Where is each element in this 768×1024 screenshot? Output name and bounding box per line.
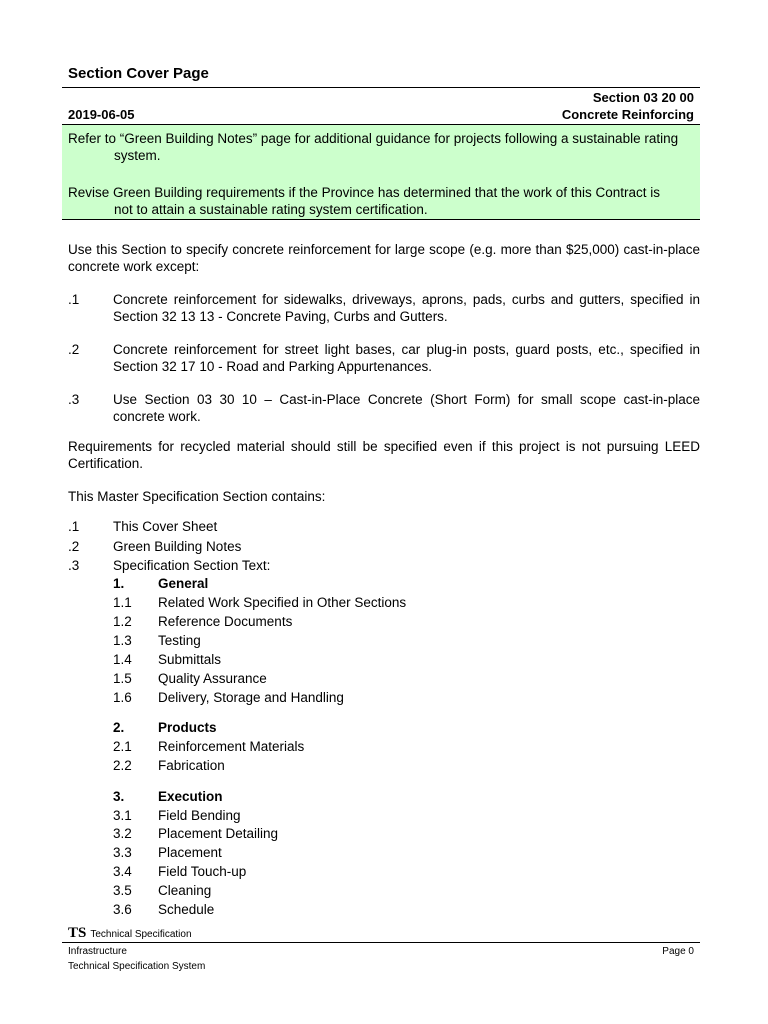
green-note-2-line2: not to attain a sustainable rating system certification.: [114, 202, 428, 217]
toc-part-2-number: 2.: [113, 720, 125, 735]
toc-part-1-title: General: [158, 576, 209, 591]
toc-3-3-number: 3.3: [113, 845, 132, 860]
intro-paragraph: Use this Section to specify concrete reinforcement for large scope (e.g. more than $25,000) cast-in-place concrete work except:: [68, 242, 700, 274]
toc-1-3-title: Testing: [158, 633, 201, 648]
exception-2-number: .2: [68, 342, 80, 357]
note-box-rule: [62, 219, 700, 220]
toc-1-4-title: Submittals: [158, 652, 222, 667]
contains-label: This Master Specification Section contains:: [68, 489, 326, 504]
toc-1-5-title: Quality Assurance: [158, 671, 267, 686]
toc-3-6-number: 3.6: [113, 902, 132, 917]
toc-3-3-title: Placement: [158, 845, 222, 860]
ts-logo-text: TS: [68, 925, 87, 941]
green-note-1: [68, 130, 698, 164]
footer-line-2: Technical Specification System: [68, 961, 206, 972]
green-note-1-line2: system.: [114, 148, 161, 163]
contents-3-number: .3: [68, 558, 80, 573]
toc-1-6-title: Delivery, Storage and Handling: [158, 690, 344, 705]
page-number: Page 0: [662, 946, 694, 957]
exception-1-text: Concrete reinforcement for sidewalks, driveways, aprons, pads, curbs and gutters, specified in Section 32 13 13 - Concrete Paving, Curbs and Gutters.: [113, 292, 700, 324]
footer-ts-logo: [68, 925, 192, 942]
recycled-paragraph: Requirements for recycled material should still be specified even if this project is not pursuing LEED Certification.: [68, 439, 700, 471]
section-number: Section 03 20 00: [592, 90, 694, 105]
toc-3-6-title: Schedule: [158, 902, 215, 917]
green-note-1-line1: Refer to “Green Building Notes” page for additional guidance for projects following a sustainable rating: [68, 131, 679, 146]
contents-2-text: Green Building Notes: [113, 539, 242, 554]
toc-1-3-number: 1.3: [113, 633, 132, 648]
footer-rule: [62, 942, 700, 943]
toc-2-2-title: Fabrication: [158, 758, 225, 773]
section-name: Concrete Reinforcing: [561, 107, 694, 122]
toc-3-1-number: 3.1: [113, 808, 132, 823]
toc-part-3-number: 3.: [113, 789, 125, 804]
toc-3-5-title: Cleaning: [158, 883, 212, 898]
toc-1-4-number: 1.4: [113, 652, 132, 667]
header-rule-top: [62, 87, 700, 88]
toc-1-1-title: Related Work Specified in Other Sections: [158, 595, 407, 610]
toc-3-1-title: Field Bending: [158, 808, 241, 823]
page-title: Section Cover Page: [68, 65, 209, 82]
footer-line-1: Infrastructure: [68, 946, 127, 957]
toc-3-2-title: Placement Detailing: [158, 826, 279, 841]
toc-1-1-number: 1.1: [113, 595, 132, 610]
green-note-2: [68, 184, 698, 218]
toc-part-1-number: 1.: [113, 576, 125, 591]
toc-2-1-title: Reinforcement Materials: [158, 739, 305, 754]
toc-3-4-number: 3.4: [113, 864, 132, 879]
toc-1-6-number: 1.6: [113, 690, 132, 705]
toc-part-2-title: Products: [158, 720, 217, 735]
toc-2-1-number: 2.1: [113, 739, 132, 754]
exception-1-number: .1: [68, 292, 80, 307]
toc-part-3-title: Execution: [158, 789, 223, 804]
toc-1-2-number: 1.2: [113, 614, 132, 629]
contents-1-number: .1: [68, 519, 80, 534]
contents-1-text: This Cover Sheet: [113, 519, 218, 534]
ts-label: Technical Specification: [90, 929, 192, 940]
exception-3-number: .3: [68, 392, 80, 407]
toc-3-2-number: 3.2: [113, 826, 132, 841]
toc-3-5-number: 3.5: [113, 883, 132, 898]
exception-3-text: Use Section 03 30 10 – Cast-in-Place Concrete (Short Form) for small scope cast-in-place concrete work.: [113, 392, 700, 424]
contents-2-number: .2: [68, 539, 80, 554]
toc-2-2-number: 2.2: [113, 758, 132, 773]
toc-1-2-title: Reference Documents: [158, 614, 293, 629]
toc-1-5-number: 1.5: [113, 671, 132, 686]
toc-3-4-title: Field Touch-up: [158, 864, 247, 879]
exception-2-text: Concrete reinforcement for street light bases, car plug-in posts, guard posts, etc., specified in Section 32 17 10 - Road and Parking Appurtenances.: [113, 342, 700, 374]
green-note-2-line1: Revise Green Building requirements if the Province has determined that the work of this Contract is: [68, 185, 661, 200]
contents-3-text: Specification Section Text:: [113, 558, 271, 573]
revision-date: 2019-06-05: [68, 107, 135, 122]
